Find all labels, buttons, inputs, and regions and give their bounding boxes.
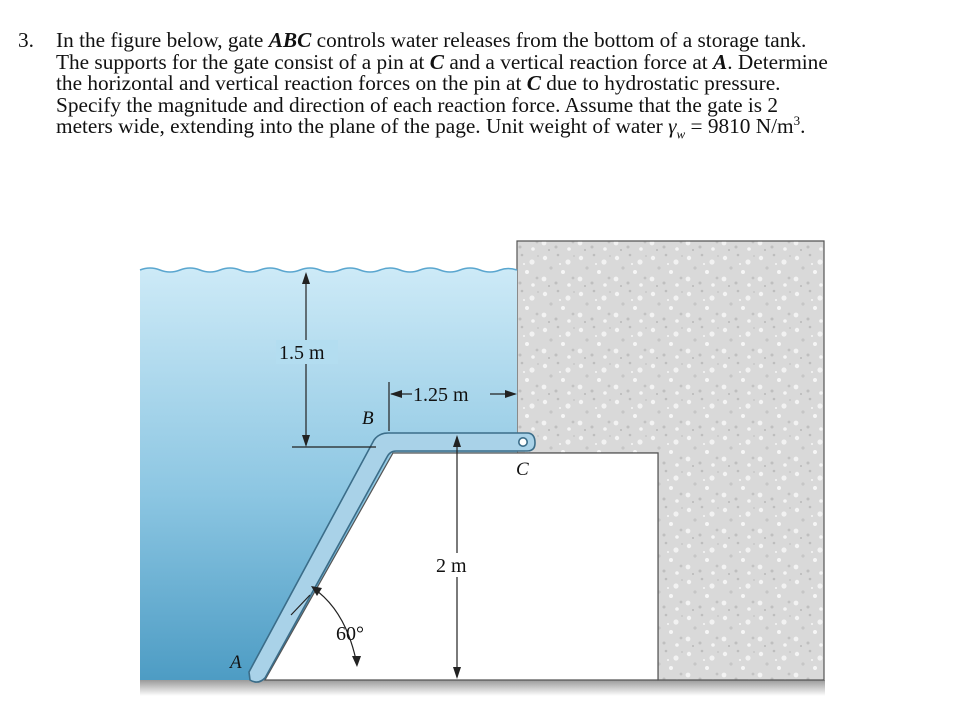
gate-name: ABC — [268, 28, 312, 52]
problem-line-2: The supports for the gate consist of a pin at C and a vertical reaction force at A. Determine — [56, 49, 828, 74]
point-label-a: A — [230, 652, 242, 673]
angle-label: 60° — [336, 623, 364, 645]
point-label-c: C — [516, 459, 529, 480]
height-label: 2 m — [436, 555, 467, 577]
problem-line-4: Specify the magnitude and direction of each reaction force. Assume that the gate is 2 — [56, 92, 779, 117]
gamma-symbol: γ — [668, 114, 677, 138]
floor-shadow — [140, 680, 825, 696]
point-label-b: B — [362, 408, 374, 429]
pin-c — [519, 438, 527, 446]
problem-line-5: meters wide, extending into the plane of the page. Unit weight of water $\gamma_w = 9810$ $N/m^3$. — [56, 112, 806, 142]
problem-line-3: the horizontal and vertical reaction forces on the pin at C due to hydrostatic pressure. — [56, 71, 781, 95]
width-label: 1.25 m — [413, 384, 469, 406]
problem-line-1: In the figure below, gate ABC controls water releases from the bottom of a storage tank. — [56, 28, 807, 52]
problem-number: 3. — [18, 28, 34, 52]
depth-label: 1.5 m — [279, 342, 325, 364]
